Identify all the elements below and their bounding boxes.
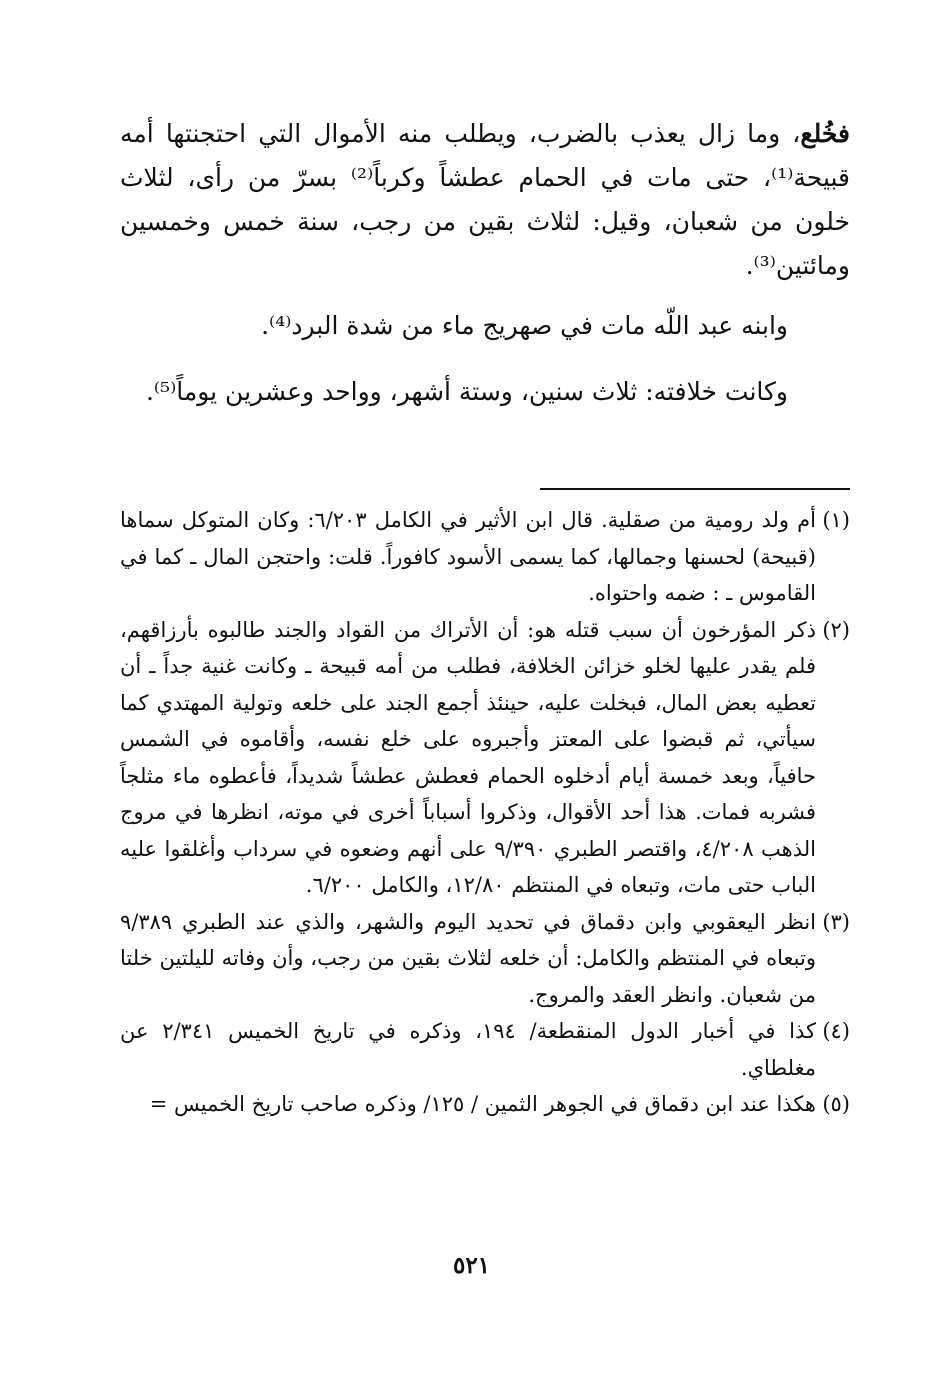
footnote-4 [120,1013,850,1086]
footnote-text: انظر اليعقوبي وابن دقماق في تحديد اليوم والشهر، والذي عند الطبري ٩/٣٨٩ وتبعاه في المنتظم والكامل: أن خلعه لثلاث بقين من رجب، وأن وفاته لليلتين خلتا من شعبان. وانظر العقد والمروج. [120,909,816,1007]
footnote-text: أم ولد رومية من صقلية. قال ابن الأثير في الكامل ٦/٢٠٣: وكان المتوكل سماها (قبيحة) لحسنها وجمالها، كما يسمى الأسود كافوراً. قلت: واحتجن المال ـ كما في القاموس ـ : ضمه واحتواه. [120,508,816,605]
paragraph-1-text: ، وما زال يعذب بالضرب، ويطلب منه الأموال التي احتجنتها أمه قبيحة⁽¹⁾، حتى مات في الحمام عطشاً وكرباً⁽²⁾ بسرّ من رأى، لثلاث خلون من شعبان، وقيل: لثلاث بقين من رجب، سنة خمس وخمسين ومائتين⁽³⁾. [120,119,850,280]
footnote-text: هكذا عند ابن دقماق في الجوهر الثمين / ١٢٥/ وذكره صاحب تاريخ الخميس = [149,1092,816,1116]
footnote-1 [120,502,850,612]
footnote-number: (٢) [822,617,850,642]
lead-word: فخُلع [800,119,850,148]
footnote-2 [120,612,850,904]
footnote-number: (٣) [822,909,850,934]
footnote-text: ذكر المؤرخون أن سبب قتله هو: أن الأتراك من القواد والجند طالبوه بأرزاقهم، فلم يقدر عليها لخلو خزائن الخلافة، فطلب من أمه قبيحة ـ وكانت غنية جداً ـ أن تعطيه بعض المال، فبخلت عليه، حينئذ أجمع الجند على خلعه وتولية المهتدي كما سيأتي، ثم قبضوا على المعتز وأجبروه على خلع نفسه، وأقاموه في الشمس حافياً، وبعد خمسة أيام أدخلوه الحمام فعطش عطشاً شديداً، فأعطوه ماء مثلجاً فشربه فمات. هذا أحد الأقوال، وذكروا أسباباً أخرى في موته، انظرها في مروج الذهب ٤/٢٠٨، واقتصر الطبري ٩/٣٩٠ على أنهم وضعوه في سرداب وأغلقوا عليه الباب حتى مات، وتبعاه في المنتظم ١٢/٨٠، والكامل ٦/٢٠٠. [120,617,816,897]
footnote-number: (٥) [822,1092,850,1116]
footnote-text: كذا في أخبار الدول المنقطعة/ ١٩٤، وذكره في تاريخ الخميس ٢/٣٤١ عن مغلطاي. [120,1019,816,1080]
footnote-separator [540,488,850,490]
main-paragraph-3: وكانت خلافته: ثلاث سنين، وستة أشهر، وواحد وعشرين يوماً⁽⁵⁾. [145,377,788,406]
footnotes [120,502,850,1123]
page-number: ٥٢١ [452,1252,491,1279]
footnote-5 [120,1086,850,1123]
main-text [120,112,850,414]
footnote-number: (٤) [822,1019,850,1043]
footnote-3 [120,904,850,1014]
footnote-number: (١) [822,508,850,532]
main-paragraph-1 [120,112,850,288]
main-paragraph-2: وابنه عبد اللّه مات في صهريج ماء من شدة البرد⁽⁴⁾. [261,311,788,340]
